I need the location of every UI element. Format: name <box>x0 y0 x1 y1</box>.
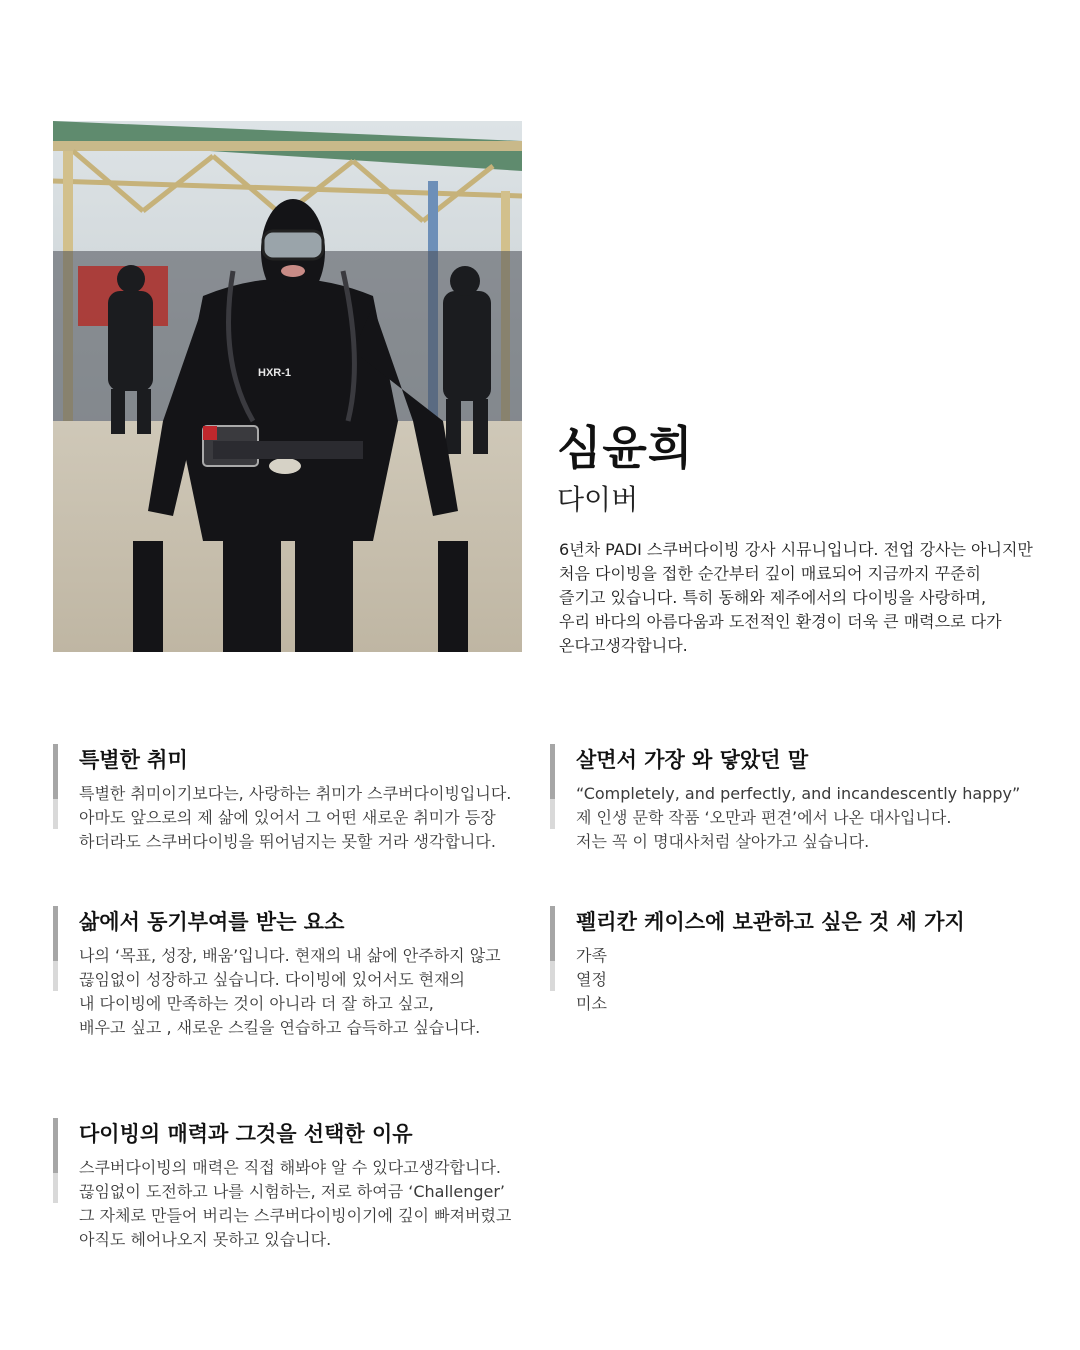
section-line: 가족 <box>576 946 607 965</box>
section-motivation <box>53 906 533 1040</box>
section-favorite-quote <box>550 744 1030 854</box>
intro-line: 우리 바다의 아름다움과 도전적인 환경이 더욱 큰 매력으로 다가 <box>559 612 1002 631</box>
section-line: 배우고 싶고 , 새로운 스킬을 연습하고 습득하고 싶습니다. <box>79 1018 481 1037</box>
section-line: 아직도 헤어나오지 못하고 있습니다. <box>79 1230 332 1249</box>
section-line: 나의 ‘목표, 성장, 배움’입니다. 현재의 내 삶에 안주하지 않고 <box>79 946 501 965</box>
intro-line: 즐기고 있습니다. 특히 동해와 제주에서의 다이빙을 사랑하며, <box>559 588 987 607</box>
section-line: 저는 꼭 이 명대사처럼 살아가고 싶습니다. <box>576 832 870 851</box>
profile-photo <box>53 121 522 652</box>
section-accent-bar <box>53 744 58 829</box>
section-line: 스쿠버다이빙의 매력은 직접 해봐야 알 수 있다고생각합니다. <box>79 1158 502 1177</box>
section-body <box>550 944 1030 1016</box>
diver-photo-illustration <box>53 121 522 652</box>
section-line: 하더라도 스쿠버다이빙을 뛰어넘지는 못할 거라 생각합니다. <box>79 832 496 851</box>
section-line: 내 다이빙에 만족하는 것이 아니라 더 잘 하고 싶고, <box>79 994 434 1013</box>
section-body <box>53 782 533 854</box>
section-line: 아마도 앞으로의 제 삶에 있어서 그 어떤 새로운 취미가 등장 <box>79 808 496 827</box>
section-accent-bar <box>550 744 555 829</box>
profile-name: 심윤희 <box>557 421 694 475</box>
section-title: 살면서 가장 와 닿았던 말 <box>576 748 809 772</box>
section-title: 특별한 취미 <box>79 748 188 772</box>
section-accent-bar <box>53 906 58 991</box>
section-line: 끊임없이 도전하고 나를 시험하는, 저로 하여금 ‘Challenger’ <box>79 1182 506 1201</box>
section-line: 미소 <box>576 994 607 1013</box>
section-title: 삶에서 동기부여를 받는 요소 <box>79 910 345 934</box>
section-pelican-case <box>550 906 1030 1016</box>
section-accent-bar <box>53 1118 58 1203</box>
section-title: 다이빙의 매력과 그것을 선택한 이유 <box>79 1122 413 1146</box>
section-body <box>550 782 1030 854</box>
profile-intro <box>559 538 1069 658</box>
section-special-hobby <box>53 744 533 854</box>
section-title: 펠리칸 케이스에 보관하고 싶은 것 세 가지 <box>576 910 965 934</box>
intro-line: 6년차 PADI 스쿠버다이빙 강사 시뮤니입니다. 전업 강사는 아니지만 <box>559 540 1033 559</box>
section-line: 제 인생 문학 작품 ‘오만과 편견’에서 나온 대사입니다. <box>576 808 952 827</box>
section-diving-appeal <box>53 1118 533 1252</box>
profile-role: 다이버 <box>557 483 639 516</box>
section-body <box>53 1156 533 1252</box>
intro-line: 온다고생각합니다. <box>559 636 688 655</box>
section-body <box>53 944 533 1040</box>
section-line: 그 자체로 만들어 버리는 스쿠버다이빙이기에 깊이 빠져버렸고 <box>79 1206 512 1225</box>
section-line: 열정 <box>576 970 607 989</box>
gear-label: HXR-1 <box>258 367 292 379</box>
intro-line: 처음 다이빙을 접한 순간부터 깊이 매료되어 지금까지 꾸준히 <box>559 564 982 583</box>
section-line: 끊임없이 성장하고 싶습니다. 다이빙에 있어서도 현재의 <box>79 970 466 989</box>
section-accent-bar <box>550 906 555 991</box>
section-line: 특별한 취미이기보다는, 사랑하는 취미가 스쿠버다이빙입니다. <box>79 784 512 803</box>
section-line: “Completely, and perfectly, and incandescently happy” <box>576 784 1021 803</box>
